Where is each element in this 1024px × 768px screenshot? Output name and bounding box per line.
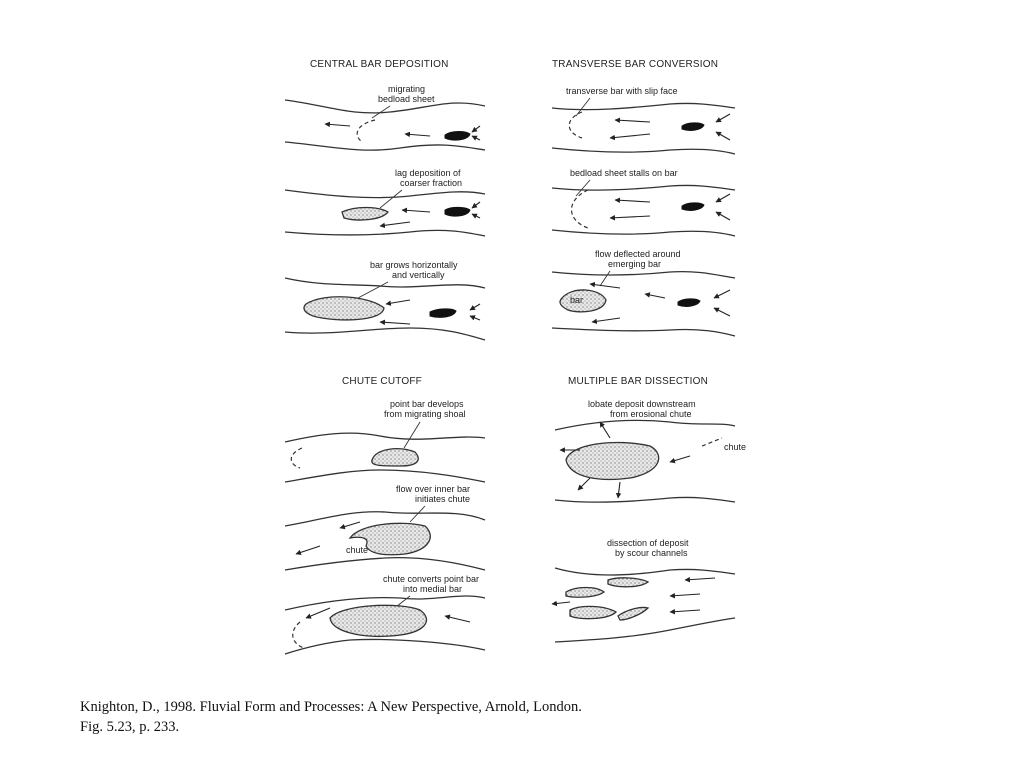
diagram-label: by scour channels — [615, 548, 688, 558]
diagram-label: bedload sheet stalls on bar — [570, 168, 678, 178]
citation-caption — [80, 697, 940, 737]
diagram-label: chute converts point bar — [383, 574, 480, 584]
diagram-label: bar grows horizontally — [370, 260, 458, 270]
caption-line: Fig. 5.23, p. 233. — [80, 719, 180, 735]
panel-title: MULTIPLE BAR DISSECTION — [568, 376, 708, 387]
diagram-label: from erosional chute — [610, 409, 692, 419]
diagram-label: point bar develops — [390, 399, 464, 409]
panel-title: TRANSVERSE BAR CONVERSION — [552, 59, 719, 70]
fluvial-bar-diagram — [270, 50, 760, 670]
panel-multiple-bar-dissection — [552, 376, 746, 642]
diagram-label: flow deflected around — [595, 249, 681, 259]
bar-label: bar — [570, 295, 584, 305]
diagram-label: coarser fraction — [400, 178, 463, 188]
diagram-label: bedload sheet — [378, 94, 435, 104]
diagram-label: lobate deposit downstream — [588, 399, 696, 409]
panel-transverse-bar-conversion — [552, 59, 735, 336]
panel-chute-cutoff — [285, 376, 485, 654]
diagram-label: initiates chute — [415, 494, 471, 504]
diagram-label: dissection of deposit — [607, 538, 689, 548]
diagram-label: lag deposition of — [395, 168, 461, 178]
panel-central-bar-deposition — [285, 59, 485, 340]
panel-title: CENTRAL BAR DEPOSITION — [310, 59, 449, 70]
diagram-label: and vertically — [392, 270, 445, 280]
chute-label: chute — [346, 545, 369, 555]
diagram-label: transverse bar with slip face — [566, 86, 678, 96]
panel-title: CHUTE CUTOFF — [342, 376, 422, 387]
caption-line: Knighton, D., 1998. Fluvial Form and Processes: A New Perspective, Arnold, London. — [80, 699, 582, 715]
diagram-label: into medial bar — [403, 584, 463, 594]
diagram-label: from migrating shoal — [384, 409, 466, 419]
diagram-label: migrating — [388, 84, 426, 94]
chute-label: chute — [724, 442, 747, 452]
diagram-label: flow over inner bar — [396, 484, 471, 494]
diagram-label: emerging bar — [608, 259, 662, 269]
